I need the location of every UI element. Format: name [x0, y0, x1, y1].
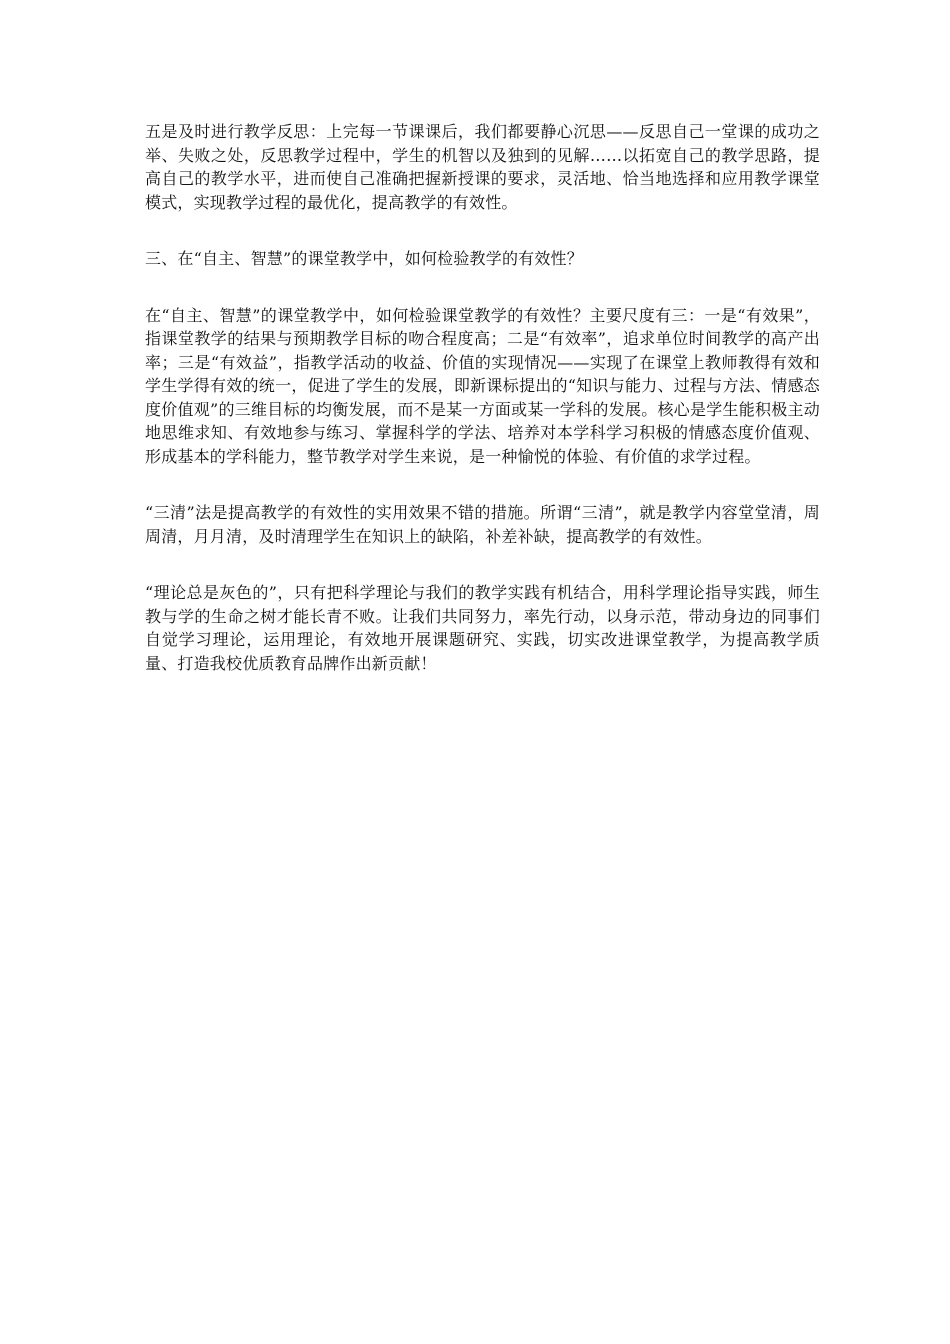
paragraph-effectiveness-criteria: 在“自主、智慧”的课堂教学中，如何检验课堂教学的有效性？主要尺度有三：一是“有效果”，指课堂教学的结果与预期教学目标的吻合程度高；二是“有效率”，追求单位时间教学的高产出率；三是“有效益”，指教学活动的收益、价值的实现情况——实现了在课堂上教师教得有效和学生学得有效的统一，促进了学生的发展，即新课标提出的“知识与能力、过程与方法、情感态度价值观”的三维目标的均衡发展，而不是某一方面或某一学科的发展。核心是学生能积极主动地思维求知、有效地参与练习、掌握科学的学法、培养对本学科学习积极的情感态度价值观、形成基本的学科能力，整节教学对学生来说，是一种愉悦的体验、有价值的求学过程。 [145, 305, 820, 466]
paragraph-three-clear-method: “三清”法是提高教学的有效性的实用效果不错的措施。所谓“三清”，就是教学内容堂堂清，周周清，月月清，及时清理学生在知识上的缺陷，补差补缺，提高教学的有效性。 [145, 503, 820, 546]
paragraph-conclusion: “理论总是灰色的”，只有把科学理论与我们的教学实践有机结合，用科学理论指导实践，师生教与学的生命之树才能长青不败。让我们共同努力，率先行动，以身示范，带动身边的同事们自觉学习理论，运用理论，有效地开展课题研究、实践，切实改进课堂教学，为提高教学质量、打造我校优质教育品牌作出新贡献！ [145, 583, 820, 673]
section-heading-3: 三、在“自主、智慧”的课堂教学中，如何检验教学的有效性？ [145, 249, 583, 268]
paragraph-teaching-reflection: 五是及时进行教学反思：上完每一节课课后，我们都要静心沉思——反思自己一堂课的成功之举、失败之处，反思教学过程中，学生的机智以及独到的见解……以拓宽自己的教学思路，提高自己的教学水平，进而使自己准确把握新授课的要求，灵活地、恰当地选择和应用教学课堂模式，实现教学过程的最优化，提高教学的有效性。 [145, 122, 820, 212]
document-body [145, 120, 820, 708]
